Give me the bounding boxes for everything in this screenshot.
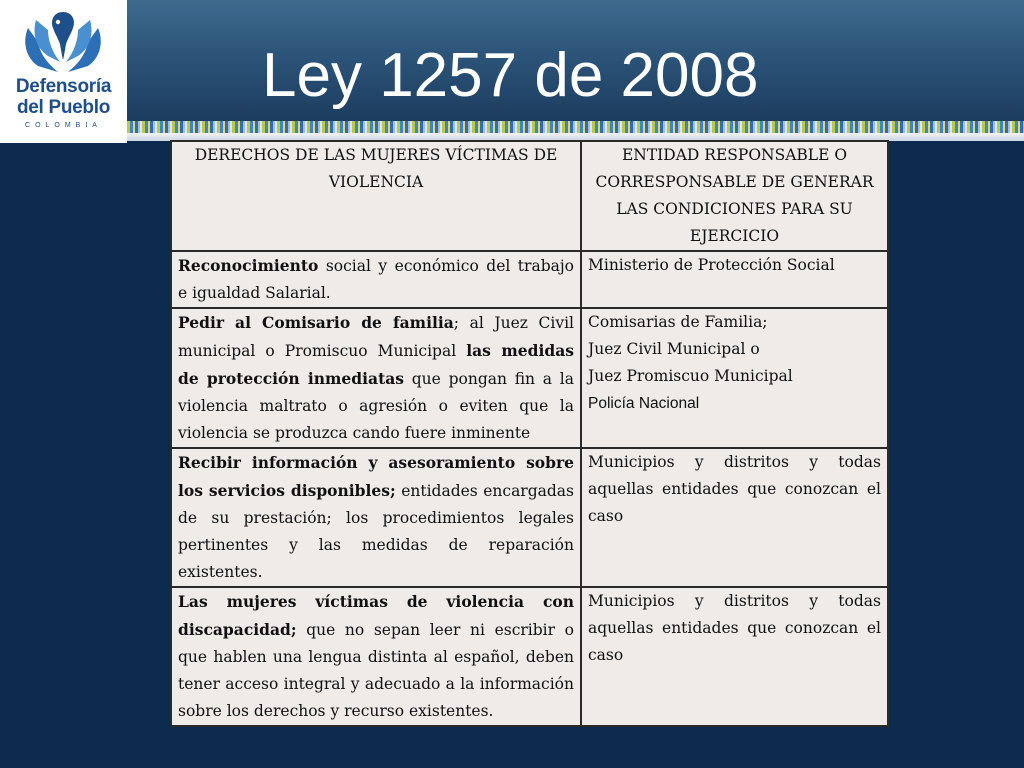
entity-cell: [581, 448, 888, 587]
right-bold-text: Las mujeres víctimas de violencia con discapacidad;: [178, 592, 574, 639]
page-title: Ley 1257 de 2008: [262, 41, 759, 110]
logo-text-del-pueblo: del Pueblo: [16, 97, 111, 118]
right-text: entidades encargadas de su prestación; los procedimientos legales pertinentes y las medidas de reparación existentes.: [178, 482, 574, 581]
right-bold-text: las medidas de protección inmediatas: [178, 341, 575, 388]
entity-cell: [581, 251, 888, 308]
entity-cell: [581, 308, 888, 448]
entity-text: Municipios y distritos y todas aquellas entidades que conozcan el caso: [588, 453, 881, 525]
table-row: [171, 587, 888, 726]
table-row: [171, 448, 888, 587]
logo: [0, 0, 127, 143]
right-cell: [171, 587, 581, 726]
decorative-stripe: [127, 121, 1024, 133]
right-bold-text: Pedir al Comisario de familia: [178, 313, 454, 332]
entity-line: Comisarias de Familia;: [588, 313, 768, 331]
logo-text-colombia: COLOMBIA: [25, 122, 102, 129]
table-header-row: [171, 141, 888, 251]
logo-text-defensoria: Defensoría: [15, 76, 112, 97]
right-cell: [171, 308, 581, 448]
right-bold-text: Recibir información y asesoramiento sobre los servicios disponibles;: [178, 453, 574, 500]
right-text: ; al Juez Civil municipal o Promiscuo Municipal: [178, 314, 574, 360]
header-rights: DERECHOS DE LAS MUJERES VÍCTIMAS DE VIOLENCIA: [171, 141, 581, 251]
rights-table: [170, 140, 889, 727]
right-text: que pongan fin a la violencia maltrato o agresión o eviten que la violencia se produzca cando fuere inminente: [178, 370, 574, 442]
right-bold-text: Reconocimiento: [178, 256, 319, 275]
entity-line: Policía Nacional: [588, 395, 700, 412]
logo-emblem-icon: [18, 8, 108, 76]
entity-line: Juez Civil Municipal o: [588, 340, 760, 358]
entity-cell: [581, 587, 888, 726]
entity-text: Municipios y distritos y todas aquellas entidades que conozcan el caso: [588, 592, 881, 664]
header-entity: ENTIDAD RESPONSABLE O CORRESPONSABLE DE GENERAR LAS CONDICIONES PARA SU EJERCICIO: [581, 141, 888, 251]
table-row: [171, 251, 888, 308]
entity-text: Ministerio de Protección Social: [588, 256, 835, 274]
right-text: social y económico del trabajo e igualdad Salarial.: [178, 257, 574, 302]
right-text: que no sepan leer ni escribir o que hablen una lengua distinta al español, deben tener acceso integral y adecuado a la información sobre los derechos y recurso existentes.: [178, 621, 574, 720]
right-cell: [171, 448, 581, 587]
table-row: [171, 308, 888, 448]
right-cell: [171, 251, 581, 308]
entity-line: Juez Promiscuo Municipal: [588, 367, 793, 385]
